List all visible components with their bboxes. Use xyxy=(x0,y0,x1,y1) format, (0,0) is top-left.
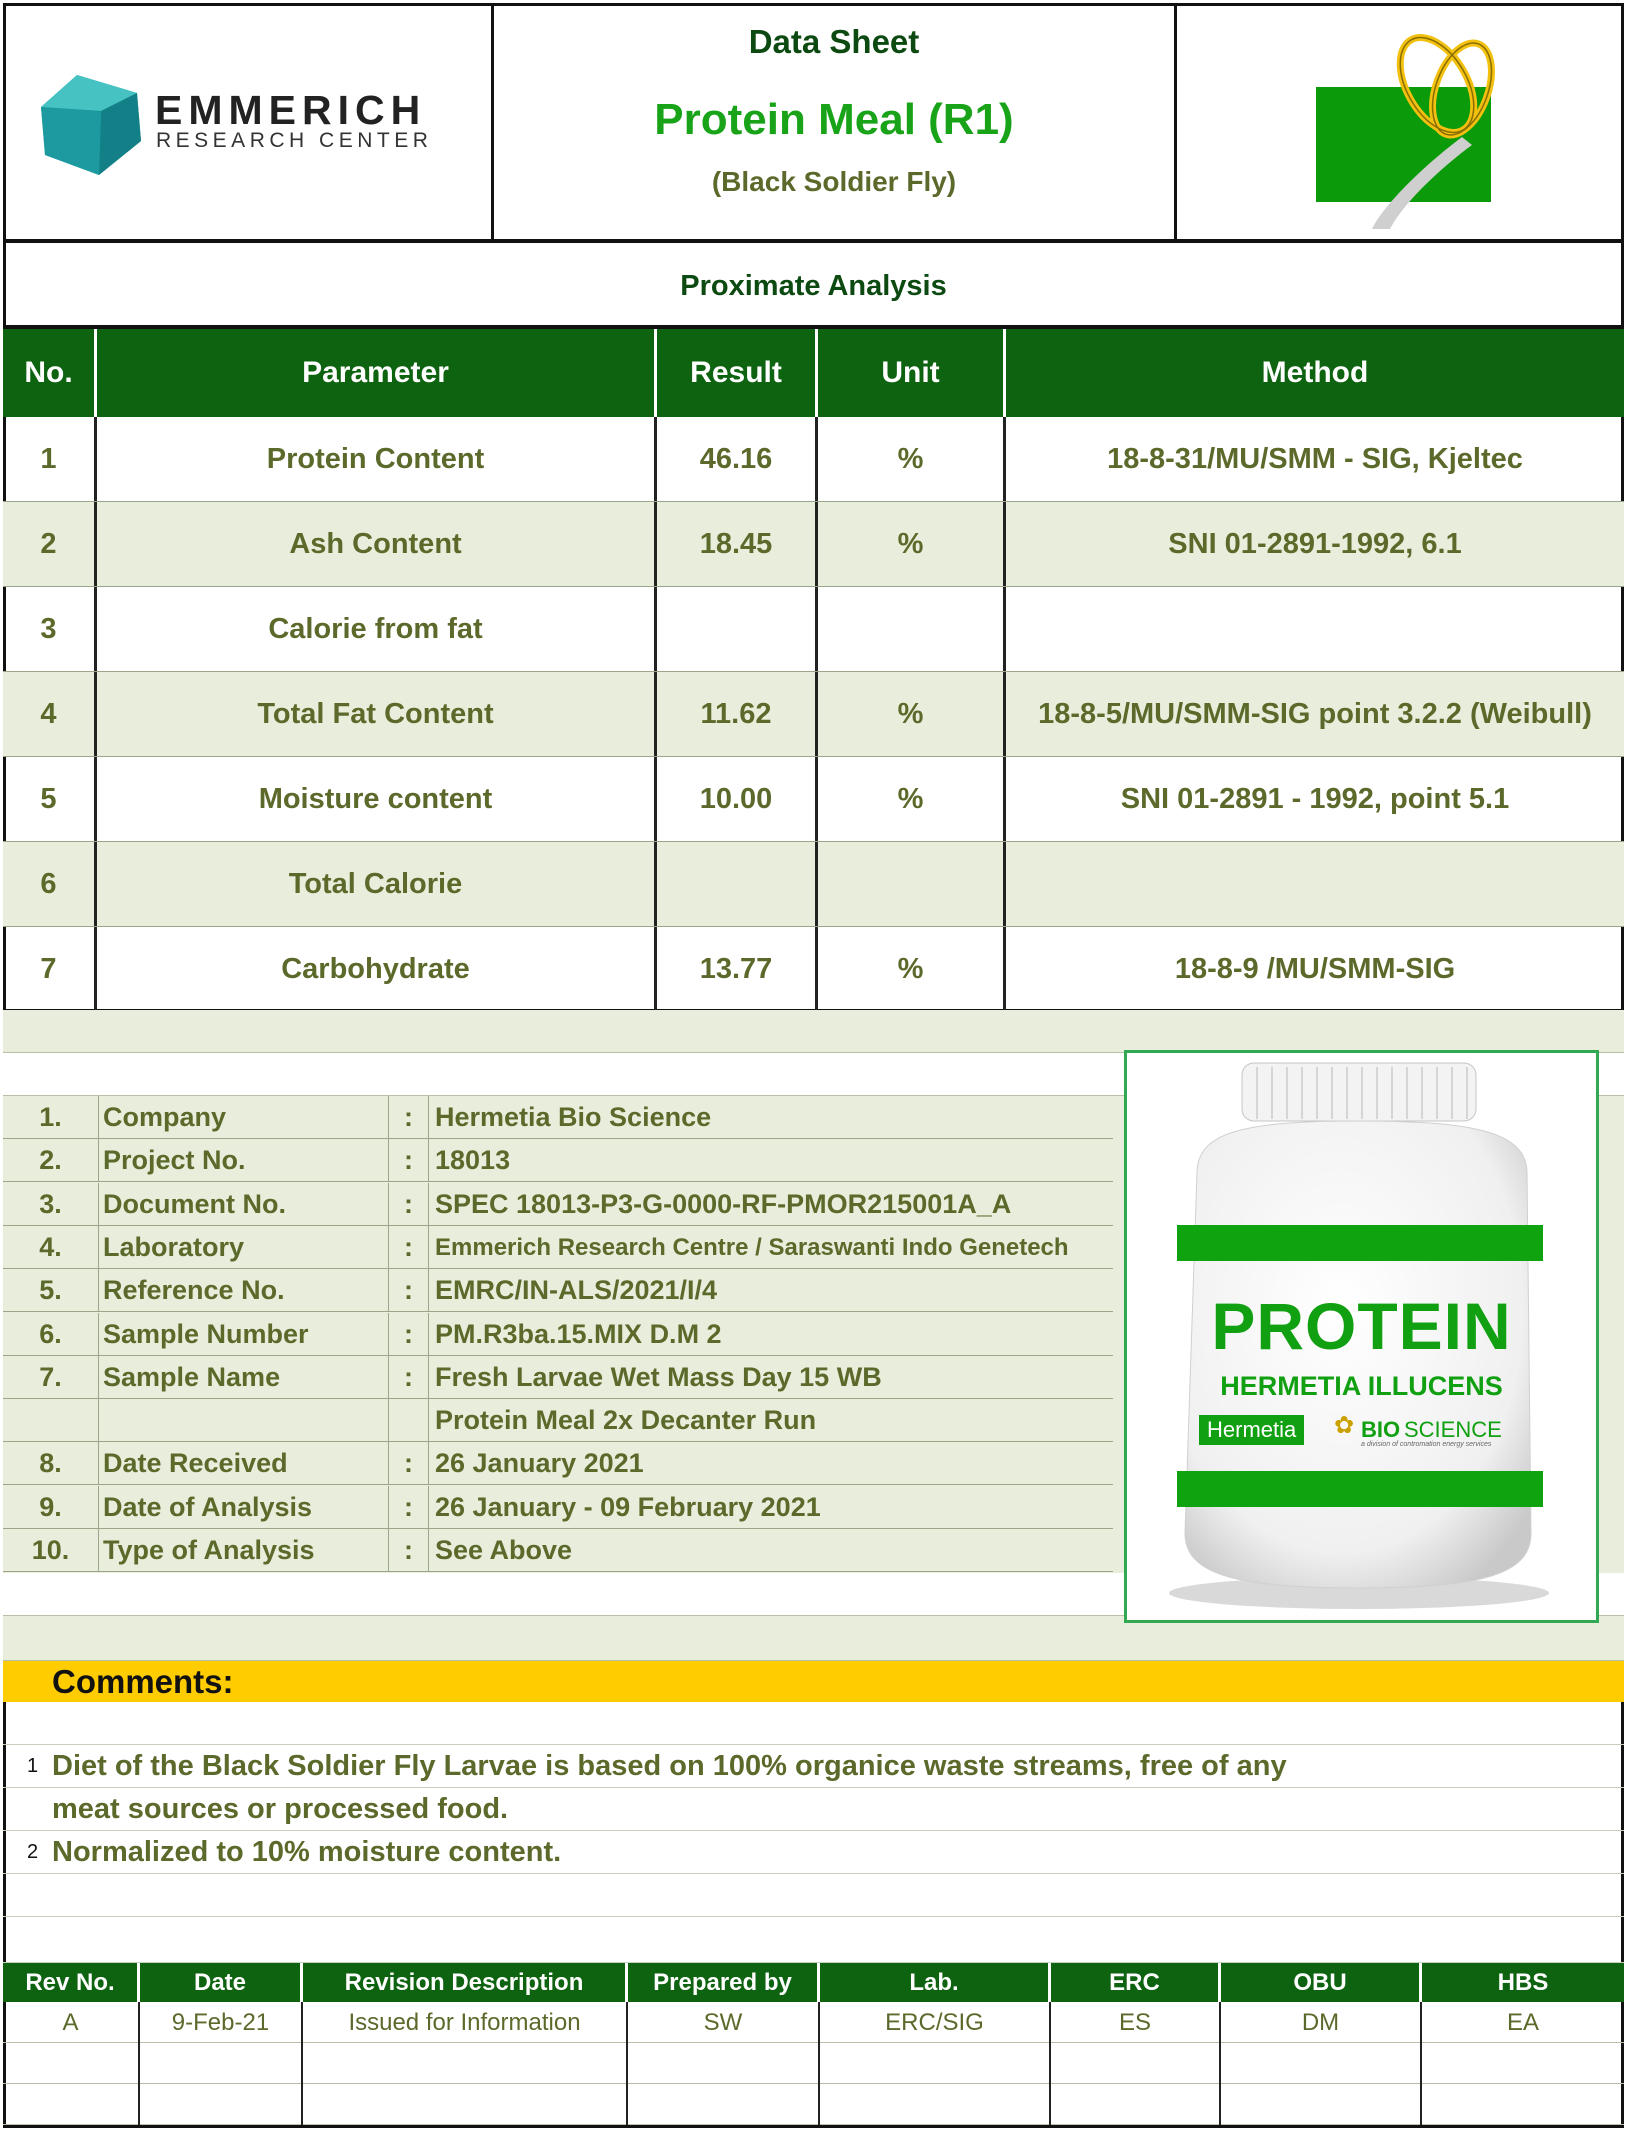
rev-cell-hbs xyxy=(1422,2084,1624,2125)
info-key: Date Received xyxy=(103,1448,288,1479)
info-value: Protein Meal 2x Decanter Run xyxy=(435,1405,817,1436)
rev-cell-lab: ERC/SIG xyxy=(820,2002,1051,2043)
cell-no: 7 xyxy=(3,927,97,1011)
logo-tagline: RESEARCH CENTER xyxy=(156,129,433,152)
rev-col-header-revision-description: Revision Description xyxy=(303,1963,628,2002)
rev-cell-revision-description xyxy=(303,2043,628,2084)
info-colon: : xyxy=(388,1269,429,1312)
rev-cell-hbs xyxy=(1422,2043,1624,2084)
info-key: Project No. xyxy=(103,1145,246,1176)
product-label-main: PROTEIN xyxy=(1211,1289,1512,1363)
rev-col-header-obu: OBU xyxy=(1221,1963,1422,2002)
fly-logo-icon: ✿ xyxy=(1334,1412,1355,1439)
product-title: Protein Meal (R1) xyxy=(654,95,1014,144)
cell-unit: % xyxy=(818,502,1006,586)
info-no xyxy=(3,1399,99,1442)
cell-no: 2 xyxy=(3,502,97,586)
info-no: 2. xyxy=(3,1139,99,1182)
info-colon: : xyxy=(388,1313,429,1356)
cell-method: SNI 01-2891-1992, 6.1 xyxy=(1168,527,1462,560)
brand-right-bold: BIO xyxy=(1361,1417,1401,1442)
rev-cell-rev-no xyxy=(3,2043,140,2084)
info-colon: : xyxy=(388,1139,429,1182)
comments-heading: Comments: xyxy=(52,1663,234,1700)
rev-cell-date xyxy=(140,2043,303,2084)
info-key: Sample Name xyxy=(103,1361,281,1392)
info-key: Company xyxy=(103,1102,227,1132)
rev-cell-lab xyxy=(820,2043,1051,2084)
info-row xyxy=(3,1226,1113,1269)
revision-row xyxy=(3,2084,1624,2125)
cell-parameter: Total Calorie xyxy=(97,842,657,926)
title-block xyxy=(494,3,1177,239)
hermetia-fly-logo-icon xyxy=(1312,17,1532,237)
info-value: 26 January - 09 February 2021 xyxy=(435,1491,821,1522)
table-row xyxy=(3,502,1624,587)
info-value: EMRC/IN-ALS/2021/I/4 xyxy=(435,1275,718,1306)
info-key: Document No. xyxy=(103,1188,287,1219)
cell-unit: % xyxy=(818,672,1006,756)
cell-unit xyxy=(818,587,1006,671)
rev-cell-prepared-by: SW xyxy=(628,2002,820,2043)
table-row xyxy=(3,757,1624,842)
cell-result: 46.16 xyxy=(657,417,818,501)
info-key: Type of Analysis xyxy=(103,1535,315,1565)
info-no: 7. xyxy=(3,1356,99,1399)
col-header-parameter: Parameter xyxy=(97,329,657,417)
cell-no: 1 xyxy=(3,417,97,501)
rev-cell-rev-no: A xyxy=(3,2002,140,2043)
cell-parameter: Carbohydrate xyxy=(97,927,657,1011)
col-header-unit: Unit xyxy=(818,329,1006,417)
cell-result: 10.00 xyxy=(657,757,818,841)
cell-method xyxy=(1006,587,1624,671)
info-row xyxy=(3,1356,1113,1399)
cell-parameter: Ash Content xyxy=(97,502,657,586)
comment-spacer xyxy=(3,1702,1624,1745)
rev-cell-date: 9-Feb-21 xyxy=(140,2002,303,2043)
info-key: Reference No. xyxy=(103,1275,285,1306)
col-header-result: Result xyxy=(657,329,818,417)
brand-right: SCIENCE xyxy=(1404,1417,1502,1442)
comment-line xyxy=(3,1831,1624,1874)
rev-cell-lab xyxy=(820,2084,1051,2125)
cell-no: 6 xyxy=(3,842,97,926)
comment-text: meat sources or processed food. xyxy=(52,1793,509,1825)
comment-line xyxy=(3,1788,1624,1831)
table-row xyxy=(3,672,1624,757)
info-no: 9. xyxy=(3,1486,99,1529)
cell-result xyxy=(657,587,818,671)
info-row xyxy=(3,1313,1113,1356)
info-no: 6. xyxy=(3,1313,99,1356)
logo-name: EMMERICH xyxy=(155,87,427,133)
cell-no: 3 xyxy=(3,587,97,671)
results-table-header xyxy=(3,329,1624,417)
info-row xyxy=(3,1399,1113,1442)
rev-cell-prepared-by xyxy=(628,2084,820,2125)
cell-no: 5 xyxy=(3,757,97,841)
info-value: 18013 xyxy=(435,1145,511,1176)
cell-no: 4 xyxy=(3,672,97,756)
info-row xyxy=(3,1096,1113,1139)
table-row xyxy=(3,417,1624,502)
product-subtitle: (Black Soldier Fly) xyxy=(711,166,957,197)
info-colon: : xyxy=(388,1529,429,1572)
product-label-brand xyxy=(1199,1411,1529,1451)
rev-cell-rev-no xyxy=(3,2084,140,2125)
cell-method xyxy=(1006,842,1624,926)
cell-result: 13.77 xyxy=(657,927,818,1011)
cell-parameter: Moisture content xyxy=(97,757,657,841)
comment-text: Diet of the Black Soldier Fly Larvae is based on 100% organice waste streams, free of any xyxy=(52,1750,1287,1782)
rev-col-header-hbs: HBS xyxy=(1497,1968,1549,1996)
info-value: PM.R3ba.15.MIX D.M 2 xyxy=(435,1318,722,1349)
info-row xyxy=(3,1269,1113,1312)
rev-col-header-rev-no: Rev No. xyxy=(3,1963,140,2002)
comment-number: 1 xyxy=(27,1755,39,1777)
info-row xyxy=(3,1442,1113,1485)
table-row xyxy=(3,842,1624,927)
comment-number: 2 xyxy=(27,1841,39,1863)
info-row xyxy=(3,1529,1113,1572)
table-row xyxy=(3,927,1624,1012)
col-header-method: Method xyxy=(1261,356,1369,389)
info-no: 10. xyxy=(3,1529,99,1572)
cell-unit xyxy=(818,842,1006,926)
cell-unit: % xyxy=(818,927,1006,1011)
cell-unit: % xyxy=(818,757,1006,841)
info-no: 8. xyxy=(3,1442,99,1485)
info-colon xyxy=(388,1399,429,1442)
rev-col-header-date: Date xyxy=(140,1963,303,2002)
rev-cell-obu: DM xyxy=(1221,2002,1422,2043)
cell-result: 11.62 xyxy=(657,672,818,756)
rev-cell-revision-description xyxy=(303,2084,628,2125)
revision-table-header xyxy=(3,1963,1624,2002)
cell-unit: % xyxy=(818,417,1006,501)
col-header-no: No. xyxy=(3,329,97,417)
comment-text: Normalized to 10% moisture content. xyxy=(52,1836,562,1868)
info-value: Hermetia Bio Science xyxy=(435,1102,712,1132)
info-no: 3. xyxy=(3,1183,99,1226)
cell-method: SNI 01-2891 - 1992, point 5.1 xyxy=(1120,782,1510,815)
cell-parameter: Calorie from fat xyxy=(97,587,657,671)
info-no: 4. xyxy=(3,1226,99,1269)
brand-tagline: a division of contromation energy services xyxy=(1361,1441,1492,1448)
info-value: Emmerich Research Centre / Saraswanti Indo Genetech xyxy=(435,1233,1069,1261)
info-key: Laboratory xyxy=(103,1231,245,1262)
comment-spacer xyxy=(3,1917,1624,1963)
revision-row xyxy=(3,2043,1624,2084)
info-row xyxy=(3,1486,1113,1529)
rev-cell-obu xyxy=(1221,2043,1422,2084)
rev-cell-obu xyxy=(1221,2084,1422,2125)
info-value: Fresh Larvae Wet Mass Day 15 WB xyxy=(435,1361,882,1392)
rev-col-header-prepared-by: Prepared by xyxy=(628,1963,820,2002)
comment-spacer xyxy=(3,1874,1624,1917)
cell-parameter: Total Fat Content xyxy=(97,672,657,756)
info-no: 5. xyxy=(3,1269,99,1312)
rev-cell-erc: ES xyxy=(1051,2002,1221,2043)
info-row xyxy=(3,1139,1113,1182)
rev-cell-date xyxy=(140,2084,303,2125)
comment-line xyxy=(3,1745,1624,1788)
info-key: Sample Number xyxy=(103,1318,309,1349)
rev-cell-prepared-by xyxy=(628,2043,820,2084)
product-label-species: HERMETIA ILLUCENS xyxy=(1220,1371,1503,1401)
product-image xyxy=(1124,1050,1599,1623)
rev-cell-revision-description: Issued for Information xyxy=(303,2002,628,2043)
rev-cell-erc xyxy=(1051,2043,1221,2084)
rev-col-header-lab: Lab. xyxy=(820,1963,1051,2002)
cell-method: 18-8-5/MU/SMM-SIG point 3.2.2 (Weibull) xyxy=(1038,697,1592,730)
section-title: Proximate Analysis xyxy=(3,243,1624,329)
rev-col-header-erc: ERC xyxy=(1051,1963,1221,2002)
cell-method: 18-8-9 /MU/SMM-SIG xyxy=(1174,952,1456,985)
emmerich-logo-icon xyxy=(37,71,147,181)
cell-result xyxy=(657,842,818,926)
info-value: SPEC 18013-P3-G-0000-RF-PMOR215001A_A xyxy=(435,1188,1012,1219)
revision-row xyxy=(3,2002,1624,2043)
rev-cell-erc xyxy=(1051,2084,1221,2125)
document-type-label: Data Sheet xyxy=(748,23,920,60)
info-key: Date of Analysis xyxy=(103,1491,313,1522)
info-colon: : xyxy=(388,1183,429,1226)
table-row xyxy=(3,587,1624,672)
brand-logo-block xyxy=(1177,3,1624,239)
info-row xyxy=(3,1183,1113,1226)
info-value: See Above xyxy=(435,1535,573,1565)
document-header xyxy=(3,3,1624,243)
spacer-band xyxy=(3,1010,1624,1053)
cell-result: 18.45 xyxy=(657,502,818,586)
info-no: 1. xyxy=(3,1096,99,1139)
cell-method: 18-8-31/MU/SMM - SIG, Kjeltec xyxy=(1107,442,1523,475)
comments-bar xyxy=(3,1661,1624,1702)
info-colon: : xyxy=(388,1226,429,1269)
company-logo-block xyxy=(3,3,494,239)
info-colon: : xyxy=(388,1442,429,1485)
cell-parameter: Protein Content xyxy=(97,417,657,501)
rev-cell-hbs: EA xyxy=(1506,2008,1539,2036)
info-value: 26 January 2021 xyxy=(435,1448,644,1479)
info-colon: : xyxy=(388,1486,429,1529)
info-colon: : xyxy=(388,1356,429,1399)
brand-left: Hermetia xyxy=(1199,1415,1304,1445)
info-colon: : xyxy=(388,1096,429,1139)
